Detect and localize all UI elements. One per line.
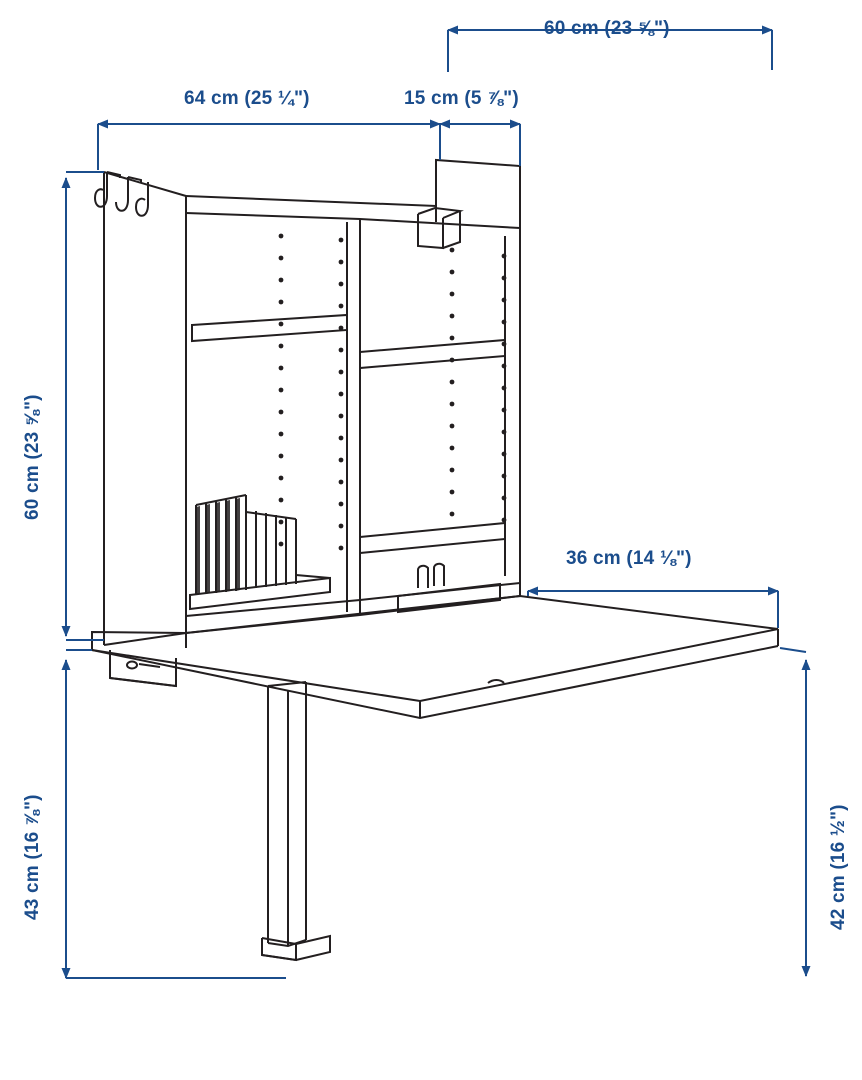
dim-leg-height <box>66 650 286 978</box>
dim-table-top-height <box>700 648 806 976</box>
dim-label-width-cabinet: 64 cm (25 ¼") <box>184 88 310 109</box>
dim-side-offset <box>440 124 520 166</box>
dim-label-depth-top: 60 cm (23 ⅝") <box>544 18 670 39</box>
dim-label-leg-height: 43 cm (16 ⅞") <box>22 794 43 920</box>
dim-shelf-height <box>66 172 104 640</box>
dim-width-cabinet <box>98 124 440 170</box>
dim-table-depth <box>528 591 778 628</box>
dim-label-table-depth: 36 cm (14 ⅛") <box>566 548 692 569</box>
dim-label-table-top-height: 42 cm (16 ½") <box>828 804 849 930</box>
dim-label-shelf-height: 60 cm (23 ⅝") <box>22 394 43 520</box>
dim-label-side-offset: 15 cm (5 ⅞") <box>404 88 519 109</box>
